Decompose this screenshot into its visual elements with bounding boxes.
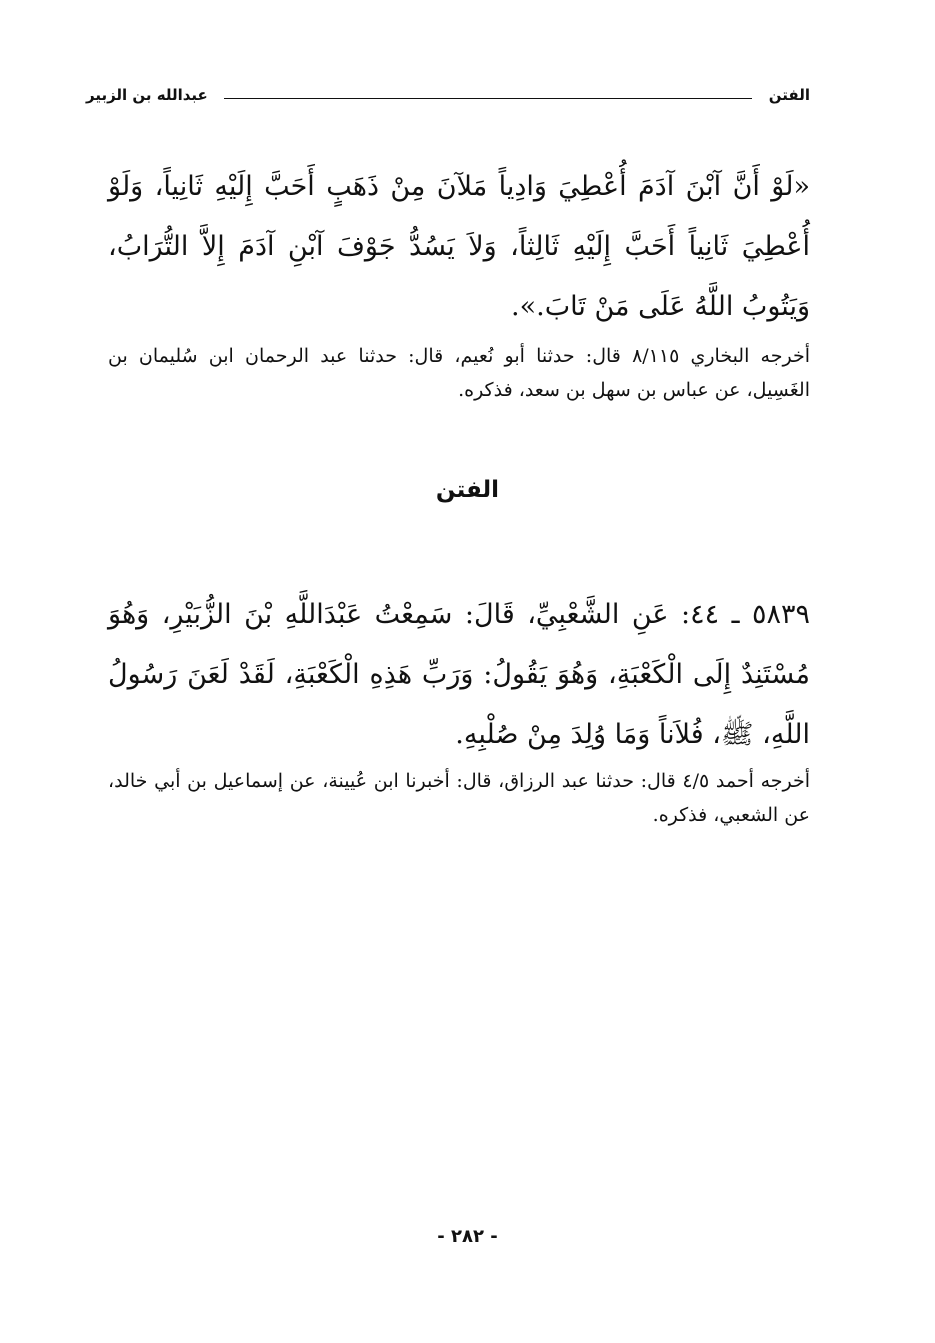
hadith-text: «لَوْ أَنَّ آبْنَ آدَمَ أُعْطِيَ وَادِياً مَلآنَ مِنْ ذَهَبٍ أَحَبَّ إِلَيْهِ ثَانِياً، وَلَوْ أُعْطِيَ ثَانِياً أَحَبَّ إِلَيْهِ ثَالِثاً، وَلاَ يَسُدُّ جَوْفَ آبْنِ آدَمَ إِلاَّ التُّرَابُ، وَيَتُوبُ اللَّهُ عَلَى مَنْ تَابَ.». (108, 171, 810, 322)
page-number: - ٢٨٢ - (437, 1226, 498, 1247)
section-heading: الفتن (435, 477, 500, 503)
hadith-text: ٥٨٣٩ ـ ٤٤: عَنِ الشَّعْبِيِّ، قَالَ: سَمِعْتُ عَبْدَاللَّهِ بْنَ الزُّبَيْرِ، وَهُوَ مُسْتَنِدٌ إِلَى الْكَعْبَةِ، وَهُوَ يَقُولُ: وَرَبِّ هَذِهِ الْكَعْبَةِ، لَقَدْ لَعَنَ رَسُولُ اللَّهِ، ﷺ، فُلاَناً وَمَا وُلِدَ مِنْ صُلْبِهِ. (108, 599, 810, 750)
header-section-title: الفتن (768, 86, 810, 104)
header-rule (224, 98, 752, 99)
hadith-source-note: أخرجه أحمد ٤/٥ قال: حدثنا عبد الرزاق، قال: أخبرنا ابن عُيينة، عن إسماعيل بن أبي خالد، عن الشعبي، فذكره. (108, 770, 811, 826)
hadith-source-note: أخرجه البخاري ٨/١١٥ قال: حدثنا أبو نُعيم، قال: حدثنا عبد الرحمان ابن سُليمان بن الغَسِيل، عن عباس بن سهل بن سعد، فذكره. (108, 345, 810, 401)
running-header (86, 84, 810, 110)
header-chapter-title: عبدالله بن الزبير (86, 86, 208, 104)
